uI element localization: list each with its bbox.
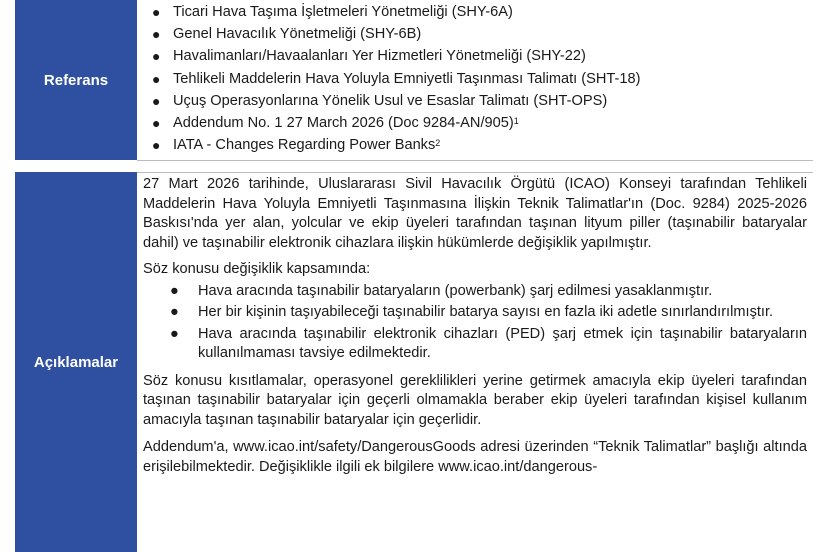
referans-row <box>0 0 828 160</box>
reference-item: ● Addendum No. 1 27 March 2026 (Doc 9284-AN/905)$^1$ <box>143 112 819 134</box>
reference-item: ● Uçuş Operasyonlarına Yönelik Usul ve Esaslar Talimatı (SHT-OPS) <box>143 90 819 112</box>
aciklamalar-row <box>0 172 828 552</box>
aciklamalar-label: Açıklamalar <box>15 172 137 552</box>
reference-list <box>143 1 819 156</box>
bullet-icon: ● <box>170 282 179 299</box>
paragraph-addendum: Addendum'a, www.icao.int/safety/DangerousGoods adresi üzerinden “Teknik Talimatlar” başlığı altında erişilebilmektedir. Değişiklikle ilgili ek bilgilere www.icao.int/dangerous- <box>143 439 807 475</box>
footnote-marker: 1 <box>513 115 519 126</box>
bullet-icon: ● <box>152 48 161 65</box>
aciklamalar-content <box>137 172 819 552</box>
reference-item: ● IATA - Changes Regarding Power Banks$^2$ <box>143 134 819 156</box>
reference-item: ● Tehlikeli Maddelerin Hava Yoluyla Emniyetli Taşınması Talimatı (SHT-18) <box>143 68 819 90</box>
restriction-item: ● Her bir kişinin taşıyabileceği taşınabilir batarya sayısı en fazla iki adetle sınırlandırılmıştır. <box>143 303 807 323</box>
paragraph-scope: Söz konusu değişiklik kapsamında: <box>143 261 371 277</box>
reference-item: ● Ticari Hava Taşıma İşletmeleri Yönetmeliği (SHY-6A) <box>143 1 819 23</box>
bullet-icon: ● <box>152 26 161 43</box>
bullet-icon: ● <box>152 137 161 154</box>
restriction-item: ● Hava aracında taşınabilir bataryaların (powerbank) şarj edilmesi yasaklanmıştır. <box>143 282 807 302</box>
bullet-icon: ● <box>170 304 179 320</box>
section-divider <box>137 160 813 161</box>
reference-item: ● Havalimanları/Havaalanları Yer Hizmetleri Yönetmeliği (SHY-22) <box>143 45 819 67</box>
reference-item: ● Genel Havacılık Yönetmeliği (SHY-6B) <box>143 23 819 45</box>
referans-content <box>137 0 819 160</box>
bullet-icon: ● <box>170 325 179 342</box>
paragraph-intro: 27 Mart 2026 tarihinde, Uluslararası Sivil Havacılık Örgütü (ICAO) Konseyi tarafından Tehlikeli Maddelerin Hava Yoluyla Emniyetli Taşınmasına İlişkin Teknik Talimatlar'ın (Doc. 9284) 2025-2026 Baskısı'nda yer alan, yolcular ve ekip üyeleri tarafından taşınan lityum piller (taşınabilir bataryalar dahil) ve taşınabilir elektronik cihazlara ilişkin hükümlerde değişiklik yapılmıştır. <box>143 176 807 251</box>
footnote-marker: 2 <box>435 138 441 149</box>
restriction-item: ● Hava aracında taşınabilir elektronik cihazları (PED) şarj etmek için taşınabilir bataryaların kullanılmaması tavsiye edilmektedir. <box>170 325 807 361</box>
bullet-icon: ● <box>152 92 161 109</box>
bullet-icon: ● <box>152 114 161 131</box>
paragraph-exemption: Söz konusu kısıtlamalar, operasyonel gereklilikleri yerine getirmek amacıyla ekip üyeleri tarafından taşınan taşınabilir bataryalar için geçerli olmamakla beraber ekip üyeleri tarafından kişisel kullanım amacıyla taşınan taşınabilir bataryalar için geçerlidir. <box>143 372 807 428</box>
bullet-icon: ● <box>152 70 161 87</box>
restriction-list <box>143 282 819 364</box>
referans-label: Referans <box>15 0 137 160</box>
bullet-icon: ● <box>152 4 161 20</box>
